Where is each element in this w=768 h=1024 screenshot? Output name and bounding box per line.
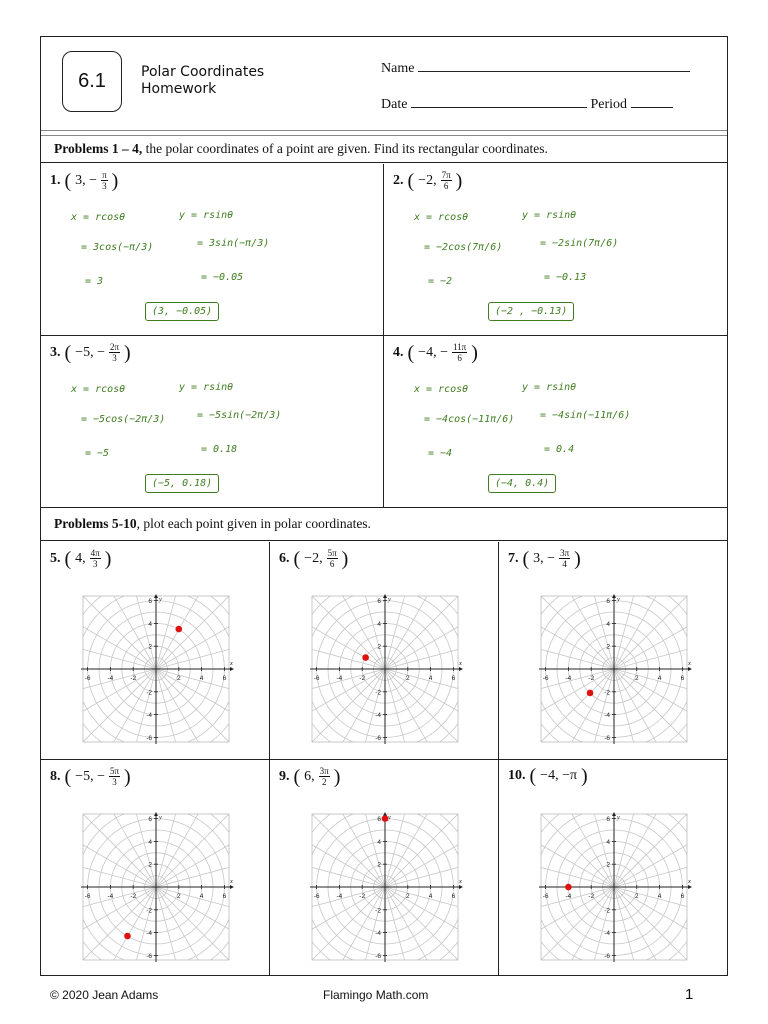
worksheet-title: [141, 64, 264, 98]
problem-label: [508, 548, 581, 569]
worksheet: [40, 36, 728, 976]
fraction-denominator: 2: [321, 777, 327, 787]
fraction-numerator: 5π: [327, 548, 337, 558]
handwritten-work: = −5sin(−2π/3): [197, 410, 282, 421]
fraction-denominator: 4: [562, 559, 567, 569]
handwritten-work: x = rcosθ: [414, 384, 469, 395]
close-paren: ): [333, 765, 341, 788]
angle-fraction: [101, 170, 108, 191]
y-tick-label: 6: [377, 598, 381, 606]
x-tick-label: -6: [84, 675, 91, 682]
handwritten-work: x = rcosθ: [71, 212, 126, 223]
x-tick-label: -4: [107, 893, 114, 900]
rect-problem-cell: [384, 336, 727, 508]
section2-bold: Problems 5-10: [54, 516, 137, 531]
problem-label: [279, 548, 348, 569]
y-tick-label: -4: [375, 930, 381, 938]
fraction-denominator: 6: [329, 559, 335, 569]
coord-text: −5, −: [75, 768, 105, 784]
problem-number: 5.: [50, 550, 61, 566]
name-label: Name: [381, 61, 415, 76]
y-tick-label: 2: [148, 643, 152, 651]
open-paren: (: [293, 765, 301, 788]
handwritten-work: = −4cos(−11π/6): [424, 414, 515, 425]
x-tick-label: 4: [657, 893, 662, 900]
problem-number: 6.: [279, 550, 290, 566]
handwritten-work: = −4: [428, 448, 453, 459]
problem-label: [50, 342, 131, 363]
handwritten-work: = 3: [85, 276, 104, 287]
answer-box: (3, −0.05): [145, 302, 219, 321]
plotted-point: [587, 690, 594, 697]
y-axis-label: y: [617, 814, 620, 821]
plotted-point: [124, 933, 131, 940]
fraction-numerator: π: [102, 170, 107, 180]
x-arrow: [230, 667, 234, 671]
fraction-numerator: 3π: [560, 548, 570, 558]
x-arrow: [688, 667, 692, 671]
x-tick-label: -2: [359, 893, 366, 900]
section1-instructions: [41, 135, 727, 163]
angle-fraction: [452, 342, 467, 363]
x-tick-label: -4: [565, 893, 572, 900]
close-paren: ): [124, 765, 131, 788]
x-arrow: [688, 885, 692, 889]
date-row: [381, 95, 673, 113]
coord-text: −4, −: [418, 344, 448, 360]
y-tick-label: -6: [604, 734, 610, 742]
problem-label: [50, 548, 111, 569]
close-paren: ): [124, 341, 131, 364]
coord-text: −4, −π: [540, 768, 578, 783]
polar-grid: [537, 812, 693, 962]
x-axis-label: x: [459, 660, 462, 667]
y-tick-label: -6: [604, 952, 610, 960]
footer-site: Flamingo Math.com: [323, 988, 429, 1002]
x-tick-label: 2: [405, 675, 410, 682]
y-tick-label: -4: [146, 930, 152, 938]
y-tick-label: 6: [148, 598, 152, 606]
footer-page-number: 1: [685, 986, 694, 1003]
coord-text: 6,: [304, 768, 315, 784]
close-paren: ): [471, 341, 478, 364]
x-tick-label: 4: [428, 675, 433, 682]
y-tick-label: 2: [377, 861, 381, 869]
footer-copyright: © 2020 Jean Adams: [50, 988, 159, 1002]
problem-number: 9.: [279, 768, 290, 784]
fraction-denominator: 3: [112, 777, 117, 787]
fraction-denominator: 6: [457, 353, 462, 363]
handwritten-work: y = rsinθ: [179, 210, 234, 221]
handwritten-work: = −2sin(7π/6): [540, 238, 619, 249]
name-field[interactable]: [418, 59, 690, 72]
worksheet-header: [41, 37, 727, 131]
handwritten-work: = 3sin(−π/3): [197, 238, 270, 249]
open-paren: (: [64, 169, 72, 192]
x-tick-label: -2: [588, 675, 595, 682]
answer-box: (−2 , −0.13): [488, 302, 574, 321]
fraction-numerator: 5π: [109, 766, 120, 776]
y-tick-label: 6: [377, 816, 381, 824]
open-paren: (: [64, 341, 72, 364]
unit-number: 6.1: [78, 70, 106, 92]
x-axis-label: x: [688, 660, 691, 667]
problem-number: 8.: [50, 768, 61, 784]
y-tick-label: -4: [375, 712, 381, 720]
handwritten-work: = −2: [428, 276, 453, 287]
x-tick-label: 6: [680, 675, 685, 682]
close-paren: ): [581, 765, 588, 787]
y-tick-label: -2: [375, 907, 381, 915]
y-tick-label: 2: [148, 861, 152, 869]
x-tick-label: -4: [336, 893, 343, 900]
close-paren: ): [574, 547, 581, 570]
x-axis-label: x: [230, 660, 233, 667]
x-tick-label: -6: [542, 675, 549, 682]
problem-number: 4.: [393, 344, 404, 360]
x-arrow: [459, 667, 463, 671]
x-tick-label: 6: [451, 675, 456, 682]
y-tick-label: -4: [146, 712, 152, 720]
y-tick-label: -4: [604, 712, 610, 720]
x-tick-label: 2: [405, 893, 410, 900]
section1-text: the polar coordinates of a point are given. Find its rectangular coordinates.: [142, 141, 548, 156]
close-paren: ): [341, 547, 349, 570]
problem-label: [50, 170, 118, 191]
x-tick-label: 4: [657, 675, 662, 682]
open-paren: (: [64, 765, 72, 788]
plotted-point: [382, 815, 389, 822]
rect-problem-cell: [384, 164, 727, 336]
y-tick-label: 2: [377, 643, 381, 651]
plot-problem-cell: [41, 542, 270, 760]
y-tick-label: 2: [606, 861, 610, 869]
handwritten-work: y = rsinθ: [522, 382, 577, 393]
y-axis-label: y: [159, 814, 162, 821]
angle-fraction: [90, 548, 101, 569]
fraction-numerator: 4π: [90, 548, 100, 558]
coord-text: −2,: [304, 550, 323, 566]
open-paren: (: [529, 765, 537, 787]
fraction-numerator: 7π: [441, 170, 451, 180]
header-divider: [41, 130, 727, 131]
handwritten-work: = 0.4: [544, 444, 575, 455]
handwritten-work: = 0.18: [201, 444, 238, 455]
close-paren: ): [111, 169, 119, 192]
y-tick-label: 4: [148, 838, 152, 846]
problem-label: [393, 342, 478, 363]
y-tick-label: 6: [606, 816, 610, 824]
x-tick-label: 4: [199, 893, 204, 900]
problem-number: 10.: [508, 768, 526, 783]
y-tick-label: -2: [375, 689, 381, 697]
answer-box: (−4, 0.4): [488, 474, 556, 493]
angle-fraction: [327, 548, 338, 569]
y-axis-label: y: [617, 596, 620, 603]
plot-problem-cell: [270, 760, 499, 975]
handwritten-work: = 3cos(−π/3): [81, 242, 154, 253]
coord-text: 3, −: [533, 550, 556, 566]
y-tick-label: -2: [146, 907, 152, 915]
polar-grid: [537, 594, 693, 744]
y-tick-label: -6: [375, 734, 381, 742]
handwritten-work: = −0.05: [201, 272, 244, 283]
title-line2: Homework: [141, 81, 217, 97]
plot-problem-cell: [270, 542, 499, 760]
section2-text: , plot each point given in polar coordinates.: [136, 516, 371, 531]
problem-number: 1.: [50, 172, 61, 188]
x-tick-label: -4: [565, 675, 572, 682]
y-tick-label: -2: [604, 907, 610, 915]
x-tick-label: 2: [634, 893, 639, 900]
y-tick-label: 4: [148, 620, 152, 628]
angle-fraction: [559, 548, 570, 569]
y-tick-label: 6: [606, 598, 610, 606]
period-label: Period: [590, 97, 627, 112]
plotted-point: [362, 654, 369, 661]
x-arrow: [230, 885, 234, 889]
section2-instructions: [41, 509, 727, 541]
x-tick-label: 6: [451, 893, 456, 900]
date-field[interactable]: [411, 95, 587, 108]
handwritten-work: y = rsinθ: [179, 382, 234, 393]
y-tick-label: 4: [606, 838, 610, 846]
x-tick-label: -6: [313, 893, 320, 900]
polar-grid: [308, 594, 464, 744]
fraction-denominator: 3: [102, 181, 107, 191]
close-paren: ): [104, 547, 112, 570]
date-label: Date: [381, 97, 408, 112]
open-paren: (: [293, 547, 301, 570]
y-axis-label: y: [159, 596, 162, 603]
open-paren: (: [64, 547, 72, 570]
answer-box: (−5, 0.18): [145, 474, 219, 493]
y-tick-label: -2: [146, 689, 152, 697]
x-tick-label: -2: [130, 893, 137, 900]
x-tick-label: 2: [634, 675, 639, 682]
x-axis-label: x: [230, 878, 233, 885]
rect-problem-cell: [41, 164, 384, 336]
x-tick-label: 2: [176, 893, 181, 900]
coord-text: −2,: [418, 172, 437, 188]
x-tick-label: -4: [107, 675, 114, 682]
section1-bold: Problems 1 – 4,: [54, 141, 143, 156]
problem-number: 2.: [393, 172, 404, 188]
plotted-point: [565, 884, 572, 891]
problem-label: [50, 766, 131, 787]
x-tick-label: 4: [428, 893, 433, 900]
x-tick-label: -2: [130, 675, 137, 682]
handwritten-work: = −0.13: [544, 272, 587, 283]
plotted-point: [176, 626, 183, 633]
fraction-denominator: 3: [92, 559, 98, 569]
polar-grid: [79, 594, 235, 744]
name-row: [381, 59, 690, 77]
coord-text: 3, −: [75, 172, 98, 188]
y-tick-label: 4: [377, 838, 381, 846]
handwritten-work: = −5: [85, 448, 110, 459]
x-tick-label: 4: [199, 675, 204, 682]
y-tick-label: 4: [606, 620, 610, 628]
fraction-denominator: 6: [443, 181, 449, 191]
open-paren: (: [407, 169, 415, 192]
unit-number-box: [62, 51, 122, 112]
y-axis-label: y: [388, 814, 391, 821]
polar-grid: [308, 812, 464, 962]
handwritten-work: = −2cos(7π/6): [424, 242, 503, 253]
x-tick-label: -6: [84, 893, 91, 900]
problem-label: [393, 170, 462, 191]
y-tick-label: -6: [375, 952, 381, 960]
y-tick-label: 4: [377, 620, 381, 628]
plot-problem-cell: [499, 760, 727, 975]
y-axis-label: y: [388, 596, 391, 603]
x-tick-label: -2: [588, 893, 595, 900]
x-arrow: [459, 885, 463, 889]
close-paren: ): [455, 169, 463, 192]
x-tick-label: 6: [222, 893, 227, 900]
handwritten-work: = −4sin(−11π/6): [540, 410, 631, 421]
y-tick-label: -4: [604, 930, 610, 938]
plot-problem-cell: [41, 760, 270, 975]
x-tick-label: -6: [542, 893, 549, 900]
x-axis-label: x: [688, 878, 691, 885]
angle-fraction: [441, 170, 452, 191]
problem-label: [279, 766, 340, 787]
coord-text: 4,: [75, 550, 86, 566]
x-tick-label: 6: [680, 893, 685, 900]
x-tick-label: -4: [336, 675, 343, 682]
x-axis-label: x: [459, 878, 462, 885]
angle-fraction: [109, 766, 120, 787]
problem-number: 7.: [508, 550, 519, 566]
handwritten-work: y = rsinθ: [522, 210, 577, 221]
fraction-denominator: 3: [112, 353, 117, 363]
x-tick-label: 2: [176, 675, 181, 682]
problem-label: [508, 766, 588, 786]
handwritten-work: x = rcosθ: [71, 384, 126, 395]
polar-grid: [79, 812, 235, 962]
angle-fraction: [109, 342, 120, 363]
fraction-numerator: 11π: [452, 342, 467, 352]
fraction-numerator: 2π: [109, 342, 120, 352]
coord-text: −5, −: [75, 344, 105, 360]
handwritten-work: = −5cos(−2π/3): [81, 414, 166, 425]
x-tick-label: -6: [313, 675, 320, 682]
open-paren: (: [407, 341, 415, 364]
y-tick-label: 6: [148, 816, 152, 824]
y-tick-label: -6: [146, 734, 152, 742]
y-tick-label: -2: [604, 689, 610, 697]
y-tick-label: 2: [606, 643, 610, 651]
open-paren: (: [522, 547, 530, 570]
x-tick-label: 6: [222, 675, 227, 682]
plot-problem-cell: [499, 542, 727, 760]
x-tick-label: -2: [359, 675, 366, 682]
handwritten-work: x = rcosθ: [414, 212, 469, 223]
title-line1: Polar Coordinates: [141, 64, 265, 80]
fraction-numerator: 3π: [319, 766, 329, 776]
rect-problem-cell: [41, 336, 384, 508]
y-tick-label: -6: [146, 952, 152, 960]
period-field[interactable]: [631, 95, 673, 108]
problem-number: 3.: [50, 344, 61, 360]
angle-fraction: [319, 766, 330, 787]
